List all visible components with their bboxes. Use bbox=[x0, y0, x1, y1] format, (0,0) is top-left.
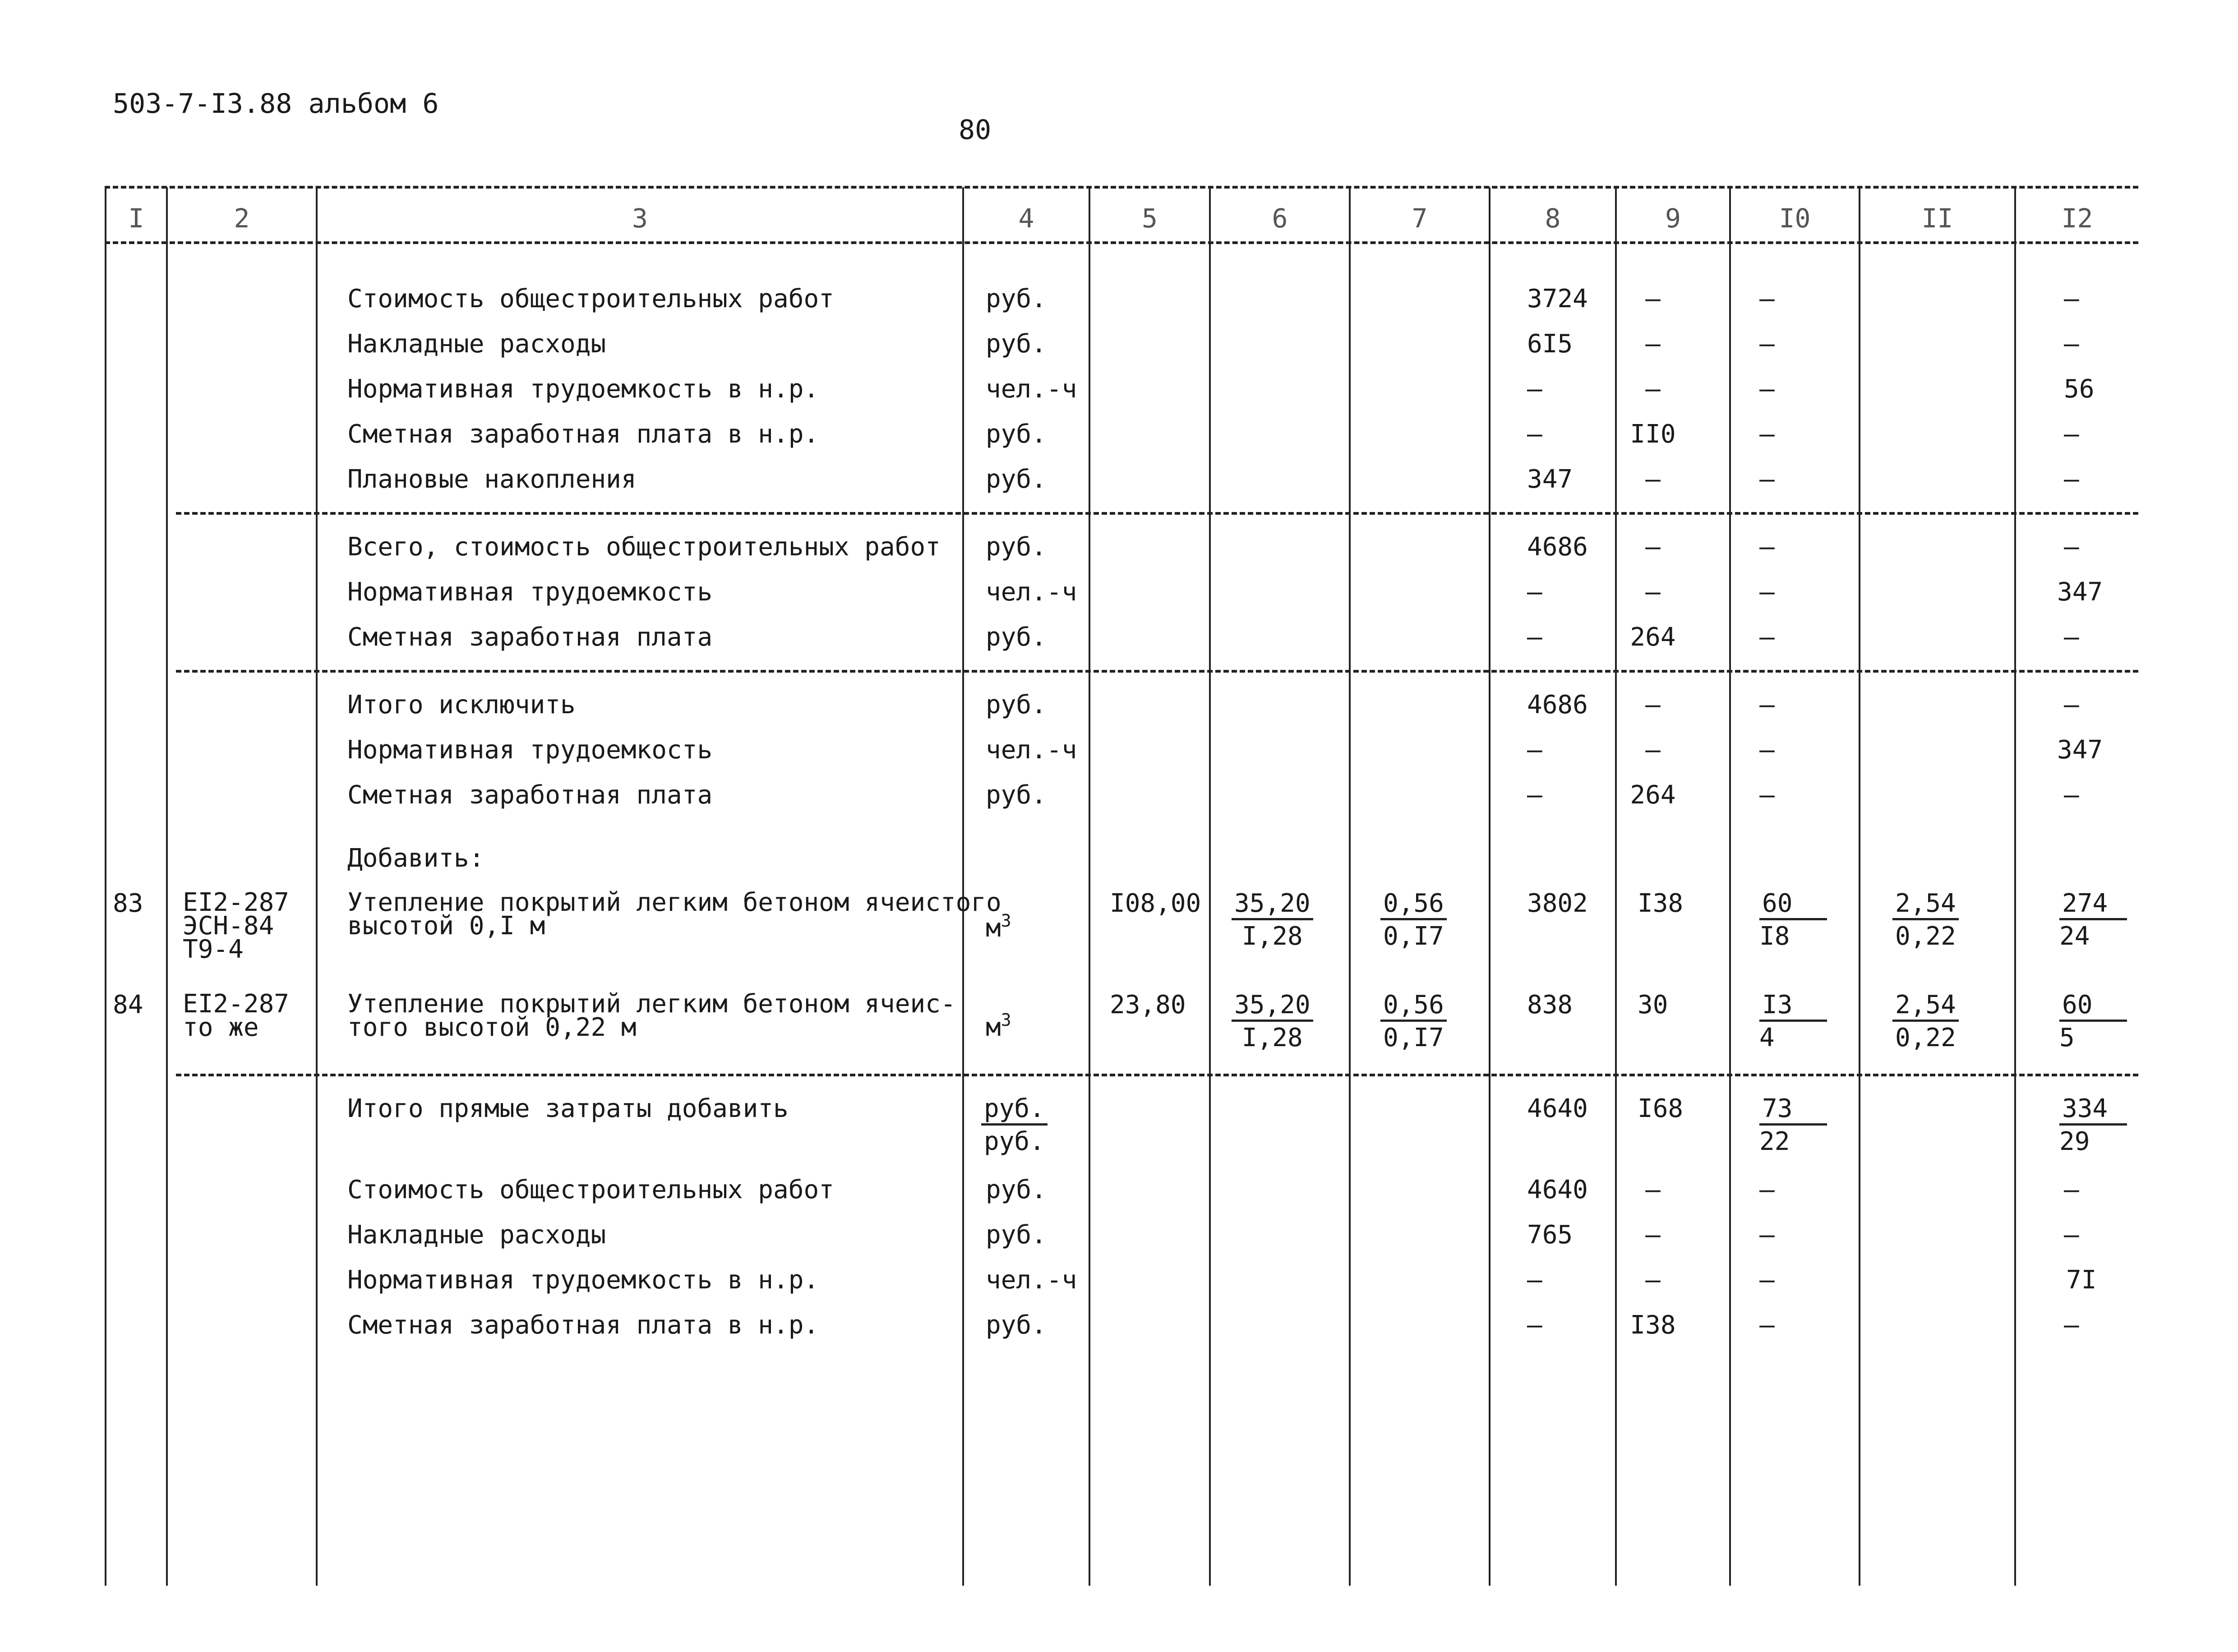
fraction-denominator: I,28 bbox=[1241, 1023, 1303, 1052]
column-divider bbox=[1209, 187, 1211, 1586]
row-col8: – bbox=[1527, 577, 1542, 607]
row-col8: 4686 bbox=[1527, 532, 1588, 562]
row-col9: – bbox=[1645, 532, 1661, 562]
row-col12: – bbox=[2064, 1220, 2079, 1250]
row-col9: – bbox=[1645, 577, 1661, 607]
row-col10: – bbox=[1759, 735, 1775, 765]
row-col8: – bbox=[1527, 420, 1542, 449]
fraction-numerator: I3 bbox=[1759, 992, 1827, 1022]
row-col8: 4640 bbox=[1527, 1094, 1588, 1123]
row-unit: чел.-ч bbox=[986, 577, 1077, 607]
fraction-denominator: 4 bbox=[1759, 1023, 1775, 1052]
row-name: Накладные расходы bbox=[347, 1220, 606, 1250]
row-name: Всего, стоимость общестроительных работ bbox=[347, 532, 941, 562]
row-unit: руб. bbox=[986, 284, 1047, 314]
fraction-denominator: 0,22 bbox=[1895, 922, 1956, 951]
row-col8: – bbox=[1527, 1265, 1542, 1295]
unit-fraction bbox=[981, 1096, 1047, 1154]
add-label: Добавить: bbox=[347, 844, 485, 873]
column-number: 2 bbox=[234, 203, 250, 234]
row-unit: руб. bbox=[986, 690, 1047, 720]
row-col10: – bbox=[1759, 623, 1775, 652]
column-divider bbox=[1349, 187, 1351, 1586]
fraction-numerator: 274 bbox=[2059, 891, 2127, 920]
row-col12: – bbox=[2064, 780, 2079, 810]
row-col10: – bbox=[1759, 420, 1775, 449]
section-separator bbox=[176, 512, 2138, 515]
column-divider bbox=[1859, 187, 1860, 1586]
fraction-denominator: 5 bbox=[2059, 1023, 2075, 1052]
fraction-denominator: 0,I7 bbox=[1383, 922, 1444, 951]
row-col8: – bbox=[1527, 1311, 1542, 1340]
row-col10: – bbox=[1759, 284, 1775, 314]
item-unit bbox=[986, 1010, 1011, 1042]
column-divider bbox=[2014, 187, 2016, 1586]
row-col8: 6I5 bbox=[1527, 329, 1573, 359]
row-col10: – bbox=[1759, 374, 1775, 404]
table-top-border bbox=[105, 186, 2138, 189]
item-name bbox=[347, 989, 956, 1042]
row-col8: – bbox=[1527, 623, 1542, 652]
item-name bbox=[347, 888, 1001, 941]
fraction-col11 bbox=[1892, 891, 1959, 949]
item-code-line: ЭСН-84 bbox=[183, 911, 274, 941]
unit-base: м bbox=[986, 1013, 1001, 1042]
row-col10: – bbox=[1759, 532, 1775, 562]
row-col12: – bbox=[2064, 329, 2079, 359]
fraction-col12 bbox=[2059, 992, 2127, 1051]
row-col9: 264 bbox=[1630, 780, 1676, 810]
row-col12: – bbox=[2064, 284, 2079, 314]
row-unit: руб. bbox=[986, 465, 1047, 494]
row-col8: – bbox=[1527, 780, 1542, 810]
row-col12: – bbox=[2064, 690, 2079, 720]
column-number: I2 bbox=[2061, 203, 2093, 234]
row-col9: I38 bbox=[1630, 1311, 1676, 1340]
row-col8: 4686 bbox=[1527, 690, 1588, 720]
fraction-col12 bbox=[2059, 891, 2127, 949]
item-col8: 838 bbox=[1527, 990, 1573, 1020]
row-col9: 264 bbox=[1630, 623, 1676, 652]
fraction-numerator: 0,56 bbox=[1380, 992, 1447, 1022]
row-col12: 347 bbox=[2057, 735, 2103, 765]
item-name-line: Утепление покрытий легким бетоном ячеистого bbox=[347, 888, 1001, 917]
fraction-denominator: I8 bbox=[1759, 922, 1790, 951]
document-code: 503-7-I3.88 альбом 6 bbox=[113, 88, 439, 120]
row-name: Сметная заработная плата в н.р. bbox=[347, 420, 819, 449]
column-number: 7 bbox=[1412, 203, 1428, 234]
row-col12: 7I bbox=[2066, 1265, 2097, 1295]
fraction-col10 bbox=[1759, 1096, 1827, 1154]
fraction-denominator: 0,I7 bbox=[1383, 1023, 1444, 1052]
fraction-col11 bbox=[1892, 992, 1959, 1051]
row-col10: – bbox=[1759, 1220, 1775, 1250]
row-col9: – bbox=[1645, 1175, 1661, 1204]
row-col9: – bbox=[1645, 1220, 1661, 1250]
row-name: Нормативная трудоемкость в н.р. bbox=[347, 374, 819, 404]
fraction-col6 bbox=[1232, 891, 1313, 949]
row-col10: – bbox=[1759, 465, 1775, 494]
row-name: Нормативная трудоемкость bbox=[347, 735, 713, 765]
row-unit: чел.-ч bbox=[986, 374, 1077, 404]
row-unit: руб. bbox=[986, 780, 1047, 810]
fraction-col10 bbox=[1759, 891, 1827, 949]
row-col9: – bbox=[1645, 735, 1661, 765]
column-number: 5 bbox=[1142, 203, 1158, 234]
column-divider bbox=[1489, 187, 1490, 1586]
row-col10: – bbox=[1759, 1311, 1775, 1340]
row-col12: – bbox=[2064, 623, 2079, 652]
row-col12: – bbox=[2064, 465, 2079, 494]
fraction-numerator: 334 bbox=[2059, 1096, 2127, 1126]
fraction-numerator: 73 bbox=[1759, 1096, 1827, 1126]
column-divider bbox=[962, 187, 964, 1586]
row-name: Стоимость общестроительных работ bbox=[347, 284, 834, 314]
column-divider bbox=[316, 187, 318, 1586]
fraction-numerator: 0,56 bbox=[1380, 891, 1447, 920]
fraction-col6 bbox=[1232, 992, 1313, 1051]
item-number: 84 bbox=[113, 990, 143, 1020]
row-col12: 347 bbox=[2057, 577, 2103, 607]
section-separator bbox=[176, 1074, 2138, 1076]
row-name: Сметная заработная плата bbox=[347, 623, 713, 652]
header-separator bbox=[105, 241, 2138, 244]
row-name: Итого исключить bbox=[347, 690, 576, 720]
item-name-line: того высотой 0,22 м bbox=[347, 1013, 637, 1042]
item-code bbox=[183, 888, 290, 964]
row-col8: 765 bbox=[1527, 1220, 1573, 1250]
item-name-line: высотой 0,I м bbox=[347, 911, 545, 941]
row-unit: руб. bbox=[986, 1311, 1047, 1340]
unit-exponent: 3 bbox=[1001, 1010, 1011, 1030]
item-code-line: EI2-287 bbox=[183, 989, 290, 1019]
fraction-numerator: 60 bbox=[2059, 992, 2127, 1022]
fraction-numerator: 2,54 bbox=[1892, 891, 1959, 920]
row-col12: – bbox=[2064, 1175, 2079, 1204]
item-col9: I38 bbox=[1638, 889, 1684, 918]
row-name: Стоимость общестроительных работ bbox=[347, 1175, 834, 1204]
fraction-denominator: 22 bbox=[1759, 1127, 1790, 1156]
fraction-numerator: 35,20 bbox=[1232, 891, 1313, 920]
item-unit bbox=[986, 911, 1011, 943]
row-col10: – bbox=[1759, 690, 1775, 720]
row-col10: – bbox=[1759, 329, 1775, 359]
column-number: I bbox=[128, 203, 144, 234]
row-col9: – bbox=[1645, 284, 1661, 314]
fraction-col7 bbox=[1380, 992, 1447, 1051]
table-border-left bbox=[105, 187, 106, 1586]
item-code-line: то же bbox=[183, 1013, 259, 1042]
fraction-col10 bbox=[1759, 992, 1827, 1051]
item-quantity: I08,00 bbox=[1110, 889, 1201, 918]
item-col8: 3802 bbox=[1527, 889, 1588, 918]
item-code bbox=[183, 989, 290, 1042]
row-col10: – bbox=[1759, 1265, 1775, 1295]
row-unit: чел.-ч bbox=[986, 735, 1077, 765]
row-col12: – bbox=[2064, 1311, 2079, 1340]
fraction-numerator: 35,20 bbox=[1232, 992, 1313, 1022]
row-name: Сметная заработная плата в н.р. bbox=[347, 1311, 819, 1340]
column-number: 6 bbox=[1272, 203, 1288, 234]
row-unit: руб. bbox=[986, 1175, 1047, 1204]
row-name: Сметная заработная плата bbox=[347, 780, 713, 810]
row-col12: – bbox=[2064, 532, 2079, 562]
row-unit: руб. bbox=[986, 1220, 1047, 1250]
fraction-denominator: руб. bbox=[984, 1127, 1045, 1156]
row-name: Нормативная трудоемкость в н.р. bbox=[347, 1265, 819, 1295]
item-col9: 30 bbox=[1638, 990, 1668, 1020]
row-col9: – bbox=[1645, 374, 1661, 404]
row-col10: – bbox=[1759, 1175, 1775, 1204]
fraction-denominator: 0,22 bbox=[1895, 1023, 1956, 1052]
row-col9: I68 bbox=[1638, 1094, 1684, 1123]
column-divider bbox=[166, 187, 168, 1586]
row-col8: 4640 bbox=[1527, 1175, 1588, 1204]
row-name: Итого прямые затраты добавить bbox=[347, 1094, 789, 1123]
column-number: 8 bbox=[1545, 203, 1561, 234]
unit-base: м bbox=[986, 914, 1001, 943]
row-name: Плановые накопления bbox=[347, 465, 637, 494]
row-name: Нормативная трудоемкость bbox=[347, 577, 713, 607]
fraction-numerator: 2,54 bbox=[1892, 992, 1959, 1022]
column-number: 3 bbox=[632, 203, 648, 234]
row-name: Накладные расходы bbox=[347, 329, 606, 359]
item-code-line: EI2-287 bbox=[183, 888, 290, 917]
column-number: 9 bbox=[1665, 203, 1681, 234]
item-quantity: 23,80 bbox=[1110, 990, 1186, 1020]
row-col10: – bbox=[1759, 780, 1775, 810]
fraction-col12 bbox=[2059, 1096, 2127, 1154]
fraction-col7 bbox=[1380, 891, 1447, 949]
fraction-denominator: 29 bbox=[2059, 1127, 2090, 1156]
column-number: I0 bbox=[1779, 203, 1811, 234]
row-col8: – bbox=[1527, 374, 1542, 404]
fraction-numerator: руб. bbox=[981, 1096, 1047, 1126]
column-number: 4 bbox=[1018, 203, 1034, 234]
row-col9: – bbox=[1645, 1265, 1661, 1295]
fraction-denominator: 24 bbox=[2059, 922, 2090, 951]
item-name-line: Утепление покрытий легким бетоном ячеис- bbox=[347, 989, 956, 1019]
column-number: II bbox=[1921, 203, 1953, 234]
row-col8: – bbox=[1527, 735, 1542, 765]
row-col12: – bbox=[2064, 420, 2079, 449]
column-divider bbox=[1089, 187, 1090, 1586]
row-col12: 56 bbox=[2064, 374, 2095, 404]
page-number: 80 bbox=[959, 114, 992, 146]
row-unit: руб. bbox=[986, 329, 1047, 359]
row-col9: – bbox=[1645, 329, 1661, 359]
item-number: 83 bbox=[113, 889, 143, 918]
row-unit: руб. bbox=[986, 532, 1047, 562]
section-separator bbox=[176, 670, 2138, 673]
fraction-numerator: 60 bbox=[1759, 891, 1827, 920]
unit-exponent: 3 bbox=[1001, 911, 1011, 931]
row-unit: руб. bbox=[986, 623, 1047, 652]
row-unit: руб. bbox=[986, 420, 1047, 449]
row-unit: чел.-ч bbox=[986, 1265, 1077, 1295]
row-col9: II0 bbox=[1630, 420, 1676, 449]
row-col10: – bbox=[1759, 577, 1775, 607]
row-col8: 347 bbox=[1527, 465, 1573, 494]
fraction-denominator: I,28 bbox=[1241, 922, 1303, 951]
row-col9: – bbox=[1645, 690, 1661, 720]
row-col8: 3724 bbox=[1527, 284, 1588, 314]
row-col9: – bbox=[1645, 465, 1661, 494]
item-code-line: Т9-4 bbox=[183, 935, 244, 964]
